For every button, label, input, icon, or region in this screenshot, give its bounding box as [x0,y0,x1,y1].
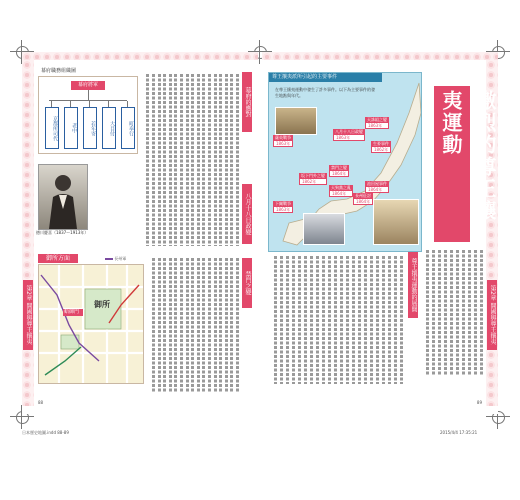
intro-text [422,248,484,380]
text-line [382,256,385,384]
text-line [186,258,189,392]
event-name: 天狗黨之亂 [331,185,351,190]
event-year: 1863年 [333,134,365,141]
text-line [174,74,177,246]
event-year: 1863年 [273,206,293,213]
text-line [462,250,465,376]
org-child-box: 大目付 [102,107,116,149]
text-line [316,256,319,384]
event-year: 1864年 [329,190,353,197]
event-map-box [268,72,422,252]
portrait-photo [38,164,88,230]
text-line [298,256,301,384]
map-title: 御所方面 [38,254,78,263]
text-line [394,256,397,384]
section-heading: 尊王攘夷運動的展開 [408,252,418,318]
photo-procession [373,199,419,245]
left-text-block-1 [142,72,254,250]
org-children [43,101,135,149]
text-line [358,256,361,384]
event-year: 1862年 [371,146,391,153]
portrait-caption: 德川慶喜（1837～1913年） [36,230,89,235]
text-line [370,256,373,384]
text-line [219,74,222,246]
text-line [169,258,172,392]
event-label [353,193,373,205]
text-line [438,250,441,376]
body-text [268,254,404,388]
left-page-number: 88 [38,400,44,405]
text-line [388,256,391,384]
event-label [371,141,391,153]
text-line [426,250,429,376]
event-year: 1863年 [273,140,293,147]
right-page-number: 89 [476,400,482,405]
event-label [365,181,389,193]
text-line [163,258,166,392]
text-line [163,74,166,246]
org-child-box: 若年寄 [83,107,97,149]
text-line [152,258,155,392]
event-map-text: 在尊王攘夷運動中發生了許多事件。以下為主要事件的發生地點與年代。 [275,87,375,98]
text-line [214,74,217,246]
text-line [180,74,183,246]
text-line [174,258,177,392]
text-line [444,250,447,376]
text-line [158,258,161,392]
text-line [197,258,200,392]
right-top-band [262,52,498,60]
text-line [480,250,483,376]
text-line [474,250,477,376]
text-line [158,74,161,246]
right-page [262,52,498,414]
left-page [22,52,258,414]
event-name: 生麥事件 [371,141,391,146]
left-top-band [22,52,258,60]
event-label [329,185,353,197]
portrait-figure [39,165,87,229]
org-top-box: 幕府將軍 [71,81,105,90]
text-line [364,256,367,384]
text-line [310,256,313,384]
text-line [432,250,435,376]
text-line [286,256,289,384]
event-name: 長州征討 [353,193,373,198]
text-line [186,74,189,246]
event-name: 薩英戰爭 [273,135,293,140]
org-child-box: 老中 [64,107,78,149]
photo-battle [275,107,317,135]
text-line [376,256,379,384]
main-title [434,86,497,242]
text-line [280,256,283,384]
event-name: 下關戰爭 [273,201,293,206]
event-year: 1864年 [353,198,373,205]
column-heading-2: 八月十八日政變 [242,184,252,244]
text-line [202,258,205,392]
left-side-strip [22,60,34,406]
org-child-box: 京都所司代 [45,107,59,149]
text-line [202,74,205,246]
text-line [214,258,217,392]
event-label [329,165,349,177]
event-label [333,129,365,141]
text-line [274,256,277,384]
text-line [322,256,325,384]
text-line [230,258,233,392]
event-label [365,117,389,129]
text-line [352,256,355,384]
org-chart-title: 幕府職務組織圖 [41,68,77,74]
text-line [152,74,155,246]
main-title-text: 激烈的尊王攘夷運動 [439,90,497,222]
event-year: 1864年 [365,186,389,193]
kyoto-map-svg [39,265,143,383]
text-line [208,74,211,246]
text-line [334,256,337,384]
text-line [191,74,194,246]
event-name: 坂下門外之變 [301,173,325,178]
text-line [146,74,149,246]
text-line [346,256,349,384]
text-line [450,250,453,376]
text-line [180,258,183,392]
text-line [328,256,331,384]
event-label [273,135,293,147]
left-text-block-2 [146,256,254,396]
column-heading-1: 幕府的應對 [242,72,252,132]
event-name: 八月十八日政變 [335,129,363,134]
event-name: 天誅組之變 [367,117,387,122]
map-highlight-label: 蛤御門 [64,309,80,315]
event-label [273,201,293,213]
text-line [340,256,343,384]
event-year: 1864年 [329,170,349,177]
text-line [169,74,172,246]
text-line [400,256,403,384]
text-line [191,258,194,392]
map-center-label: 御所 [94,300,110,309]
text-line [236,74,239,246]
left-side-tab: 第2章 開國與尊王攘夷 [23,280,33,350]
footer-file-left: 日本歷史地圖.indd 88-89 [22,430,69,435]
org-child-box: 町奉行 [121,107,135,149]
photo-ships [303,213,345,245]
text-line [304,256,307,384]
text-line [225,258,228,392]
text-line [225,74,228,246]
column-heading-3: 禁門之變 [242,258,252,308]
text-line [236,258,239,392]
text-line [208,258,211,392]
event-year: 1863年 [365,122,389,129]
text-line [230,74,233,246]
org-chart-box [38,68,138,154]
text-line [456,250,459,376]
right-side-tab: 第2章 開國與尊王攘夷 [487,280,497,350]
event-label [299,173,327,185]
text-line [219,258,222,392]
event-map-title: 尊王攘夷派所引起的主要事件 [269,73,382,82]
text-line [468,250,471,376]
event-year: 1862年 [299,178,327,185]
footer-file-right: 2015/4/4 17:35:21 [440,430,478,435]
text-line [197,74,200,246]
event-name: 池田屋事件 [367,181,387,186]
text-line [292,256,295,384]
event-name: 禁門之變 [329,165,349,170]
map-legend: 長州軍 [105,256,126,262]
